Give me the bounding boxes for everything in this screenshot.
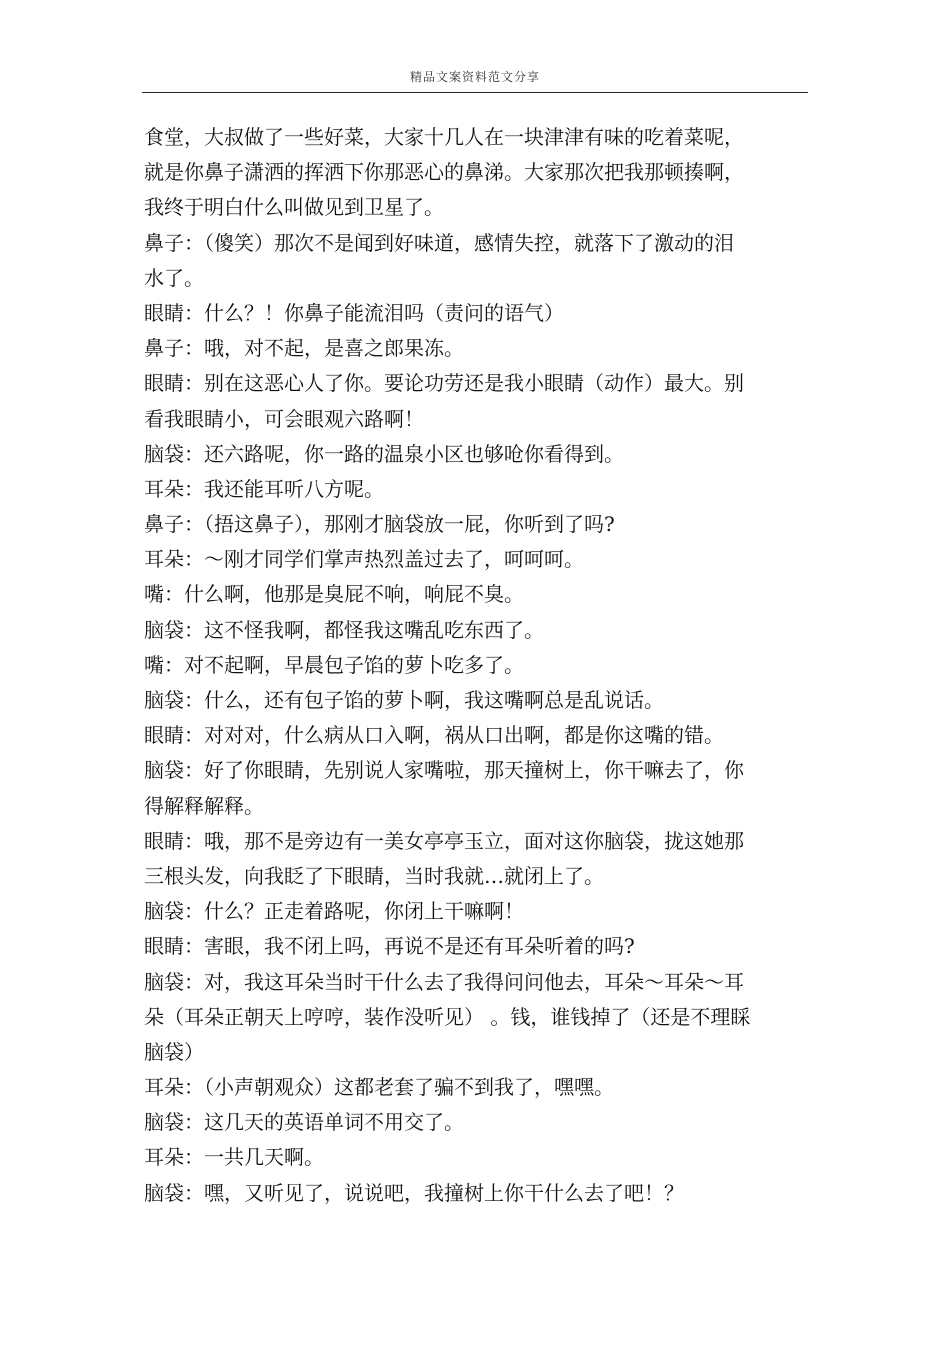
text-line: 眼睛：哦，那不是旁边有一美女亭亭玉立，面对这你脑袋，拢这她那: [144, 828, 744, 853]
text-line: 三根头发，向我眨了下眼睛，当时我就…就闭上了。: [144, 863, 604, 888]
text-line: 得解释解释。: [144, 793, 264, 818]
page-header: [142, 0, 808, 93]
text-line: 眼睛：对对对，什么病从口入啊，祸从口出啊，都是你这嘴的错。: [144, 723, 724, 748]
document-body: [144, 120, 804, 1211]
text-line: 脑袋：好了你眼睛，先别说人家嘴啦，那天撞树上，你干嘛去了，你: [144, 758, 744, 783]
text-line: 脑袋：还六路呢，你一路的温泉小区也够呛你看得到。: [144, 441, 624, 466]
text-line: 鼻子：（捂这鼻子），那刚才脑袋放一屁，你听到了吗?: [144, 512, 615, 537]
text-line: 耳朵：我还能耳听八方呢。: [144, 476, 384, 501]
header-title: 精品文案资料范文分享: [409, 70, 540, 84]
text-line: 我终于明白什么叫做见到卫星了。: [144, 195, 444, 220]
text-line: 耳朵：（小声朝观众）这都老套了骗不到我了，嘿嘿。: [144, 1075, 614, 1100]
text-line: 嘴：对不起啊，早晨包子馅的萝卜吃多了。: [144, 652, 524, 677]
text-line: 看我眼睛小，可会眼观六路啊！: [144, 406, 424, 431]
text-line: 脑袋：什么？正走着路呢，你闭上干嘛啊！: [144, 899, 524, 924]
text-line: 鼻子：哦，对不起，是喜之郎果冻。: [144, 336, 464, 361]
text-line: 脑袋：对，我这耳朵当时干什么去了我得问问他去，耳朵～耳朵～耳: [144, 969, 744, 994]
text-line: 鼻子：（傻笑）那次不是闻到好味道，感情失控，就落下了激动的泪: [144, 230, 734, 255]
text-line: 脑袋：嘿，又听见了，说说吧，我撞树上你干什么去了吧！？: [144, 1180, 684, 1205]
text-line: 水了。: [144, 265, 204, 290]
text-line: 眼睛：别在这恶心人了你。要论功劳还是我小眼睛（动作）最大。别: [144, 371, 744, 396]
text-line: 嘴：什么啊，他那是臭屁不响，响屁不臭。: [144, 582, 524, 607]
text-line: 朵（耳朵正朝天上哼哼，装作没听见） 。钱，谁钱掉了（还是不理睬: [144, 1004, 751, 1029]
text-line: 脑袋：这不怪我啊，都怪我这嘴乱吃东西了。: [144, 617, 544, 642]
text-line: 脑袋：这几天的英语单词不用交了。: [144, 1110, 464, 1135]
text-line: 食堂，大叔做了一些好菜，大家十几人在一块津津有味的吃着菜呢，: [144, 125, 744, 149]
text-line: 眼睛：害眼，我不闭上吗，再说不是还有耳朵听着的吗?: [144, 934, 635, 959]
text-line: 耳朵：～刚才同学们掌声热烈盖过去了，呵呵呵。: [144, 547, 584, 572]
text-line: 耳朵：一共几天啊。: [144, 1145, 324, 1170]
text-line: 就是你鼻子潇洒的挥洒下你那恶心的鼻涕。大家那次把我那顿揍啊，: [144, 160, 744, 185]
text-line: 脑袋）: [144, 1039, 204, 1064]
text-line: 眼睛：什么？！你鼻子能流泪吗（责问的语气）: [144, 300, 564, 325]
text-line: 脑袋：什么，还有包子馅的萝卜啊，我这嘴啊总是乱说话。: [144, 688, 664, 712]
